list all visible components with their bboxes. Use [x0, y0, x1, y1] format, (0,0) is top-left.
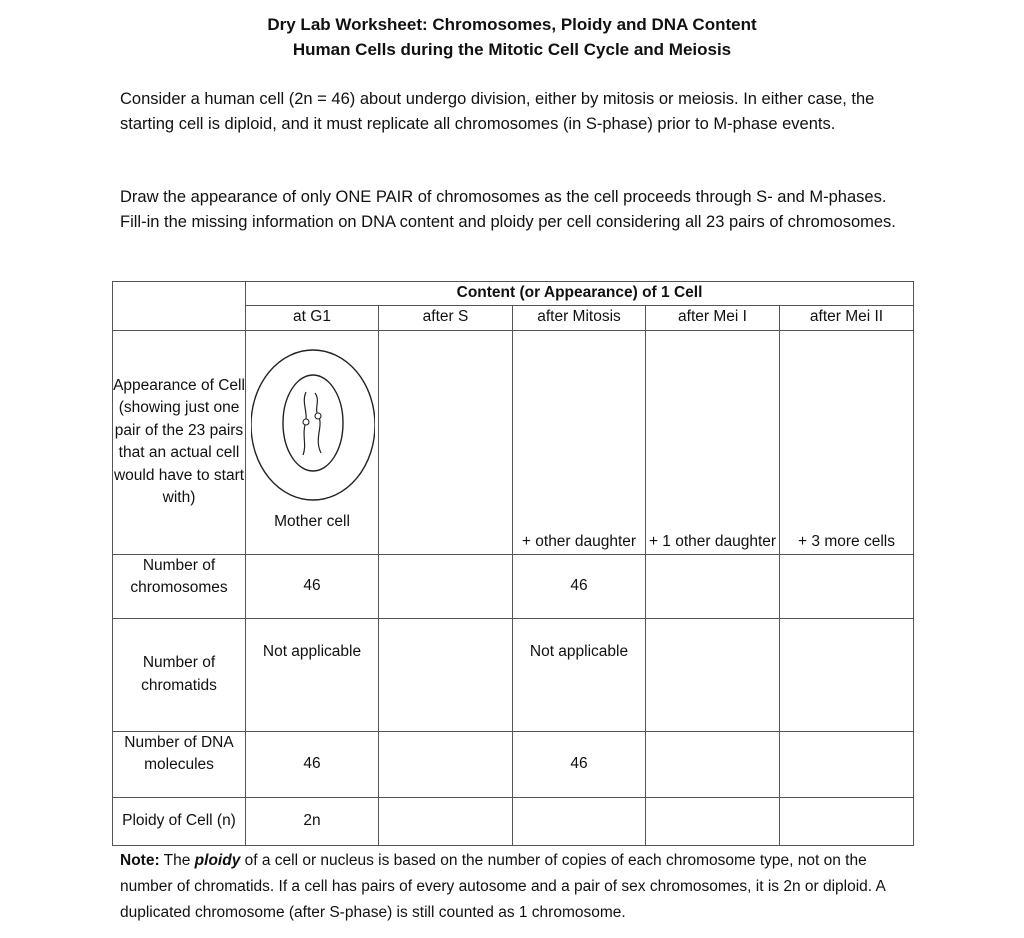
- table-row-dna: [113, 731, 914, 797]
- cell-membrane-outline: [251, 350, 375, 500]
- table-cell: [379, 797, 513, 845]
- chromosome-2: [315, 393, 321, 453]
- row-label-chromatids: Number of chromatids: [113, 618, 246, 731]
- column-header-after-s: after S: [379, 305, 513, 330]
- table-cell: [379, 618, 513, 731]
- table-row-chromatids: [113, 618, 914, 731]
- worksheet-title: Dry Lab Worksheet: Chromosomes, Ploidy and DNA Content: [267, 15, 757, 34]
- nucleus-outline: [283, 375, 343, 471]
- appearance-cell-after-mitosis: + other daughter: [513, 330, 646, 554]
- intro-paragraph-2: Draw the appearance of only ONE PAIR of chromosomes as the cell proceeds through S- and M-phases. Fill-in the missing information on DNA content and ploidy per cell considering all 23 pairs of chromosomes.: [120, 188, 896, 231]
- column-header-after-mitosis: after Mitosis: [513, 305, 646, 330]
- column-header-g1: at G1: [246, 305, 379, 330]
- table-cell: 46: [246, 554, 379, 618]
- mother-cell-diagram: [251, 343, 375, 503]
- note-text-after: of a cell or nucleus is based on the number of copies of each chromosome type, not on the number of chromatids. If a cell has pairs of every autosome and a pair of sex chromosomes, it is 2n or diploid. A duplicated chromosome (after S-phase) is still counted as 1 chromosome.: [120, 852, 886, 921]
- row-label-appearance: Appearance of Cell (showing just one pair of the 23 pairs that an actual cell would have to start with): [113, 330, 246, 554]
- group-header: Content (or Appearance) of 1 Cell: [246, 282, 914, 306]
- table-cell: [780, 731, 914, 797]
- mother-cell-label: Mother cell: [274, 512, 350, 530]
- worksheet-subtitle: Human Cells during the Mitotic Cell Cycle and Meiosis: [292, 40, 732, 59]
- row-label-ploidy: Ploidy of Cell (n): [113, 797, 246, 845]
- appearance-cell-after-mei-2: + 3 more cells: [780, 330, 914, 554]
- table-cell: 46: [246, 731, 379, 797]
- corner-cell: [113, 282, 246, 331]
- column-header-after-mei-2: after Mei II: [780, 305, 914, 330]
- table-cell: Not applicable: [513, 618, 646, 731]
- row-label-chromosomes: Number of chromosomes: [113, 554, 246, 618]
- table-cell: [646, 797, 780, 845]
- table-cell: [379, 554, 513, 618]
- table-cell: [379, 731, 513, 797]
- table-cell: [646, 731, 780, 797]
- table-row-ploidy: [113, 797, 914, 845]
- table-cell: [780, 554, 914, 618]
- appearance-cell-after-s: [379, 330, 513, 554]
- worksheet-table: [112, 281, 914, 846]
- table-cell: 2n: [246, 797, 379, 845]
- intro-paragraph-1: Consider a human cell (2n = 46) about undergo division, either by mitosis or meiosis. In either case, the starting cell is diploid, and it must replicate all chromosomes (in S-phase) prior to M-phase events.: [120, 90, 875, 133]
- note-label: Note:: [120, 852, 160, 869]
- table-cell: [780, 797, 914, 845]
- note-paragraph: [120, 848, 920, 926]
- note-text-before: The: [163, 852, 191, 869]
- table-cell: Not applicable: [246, 618, 379, 731]
- table-cell: [780, 618, 914, 731]
- centromere-2: [315, 413, 321, 419]
- table-cell: 46: [513, 554, 646, 618]
- table-row-chromosomes: [113, 554, 914, 618]
- table-cell: 46: [513, 731, 646, 797]
- table-cell: [513, 797, 646, 845]
- table-row-appearance: [113, 330, 914, 554]
- table-cell: [646, 618, 780, 731]
- column-header-after-mei-1: after Mei I: [646, 305, 780, 330]
- appearance-cell-g1: [246, 330, 379, 554]
- centromere-1: [303, 419, 309, 425]
- note-emphasis: ploidy: [194, 852, 241, 869]
- row-label-dna: Number of DNA molecules: [113, 731, 246, 797]
- appearance-cell-after-mei-1: + 1 other daughter: [646, 330, 780, 554]
- table-cell: [646, 554, 780, 618]
